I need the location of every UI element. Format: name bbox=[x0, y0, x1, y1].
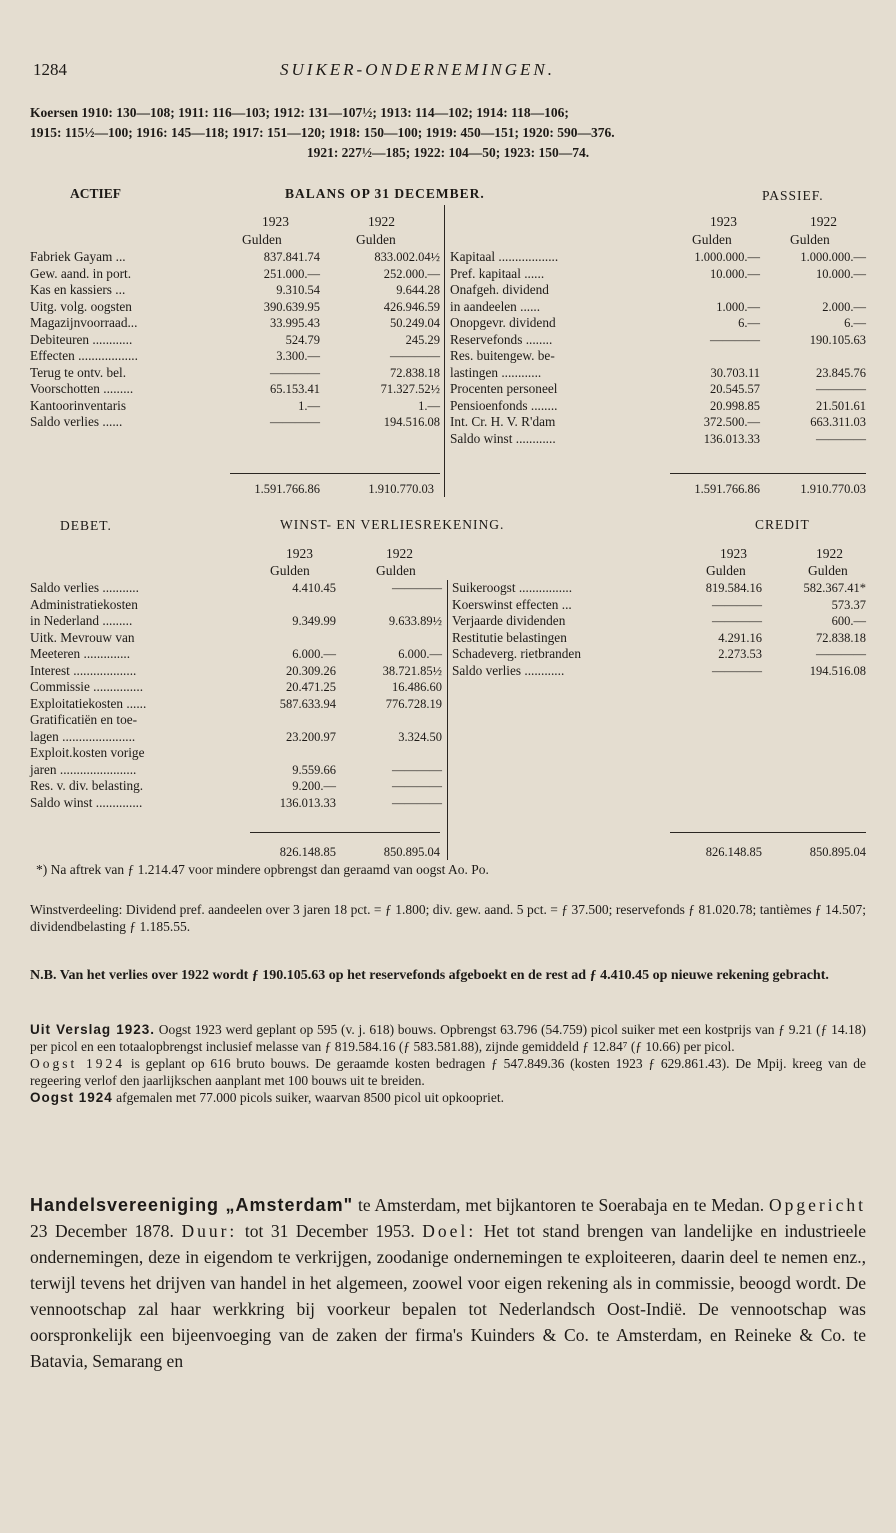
wv-unit-c1: Gulden bbox=[706, 563, 746, 578]
wv-year-c2: 1922 bbox=[816, 546, 843, 561]
activa-label: Saldo verlies ...... bbox=[30, 414, 123, 429]
credit-value-1922: 582.367.41* bbox=[803, 581, 866, 595]
duur-value: tot 31 December 1953. bbox=[244, 1221, 415, 1241]
credit-value-1923: ———— bbox=[712, 663, 762, 678]
credit-value-1923: ———— bbox=[712, 614, 762, 628]
debet-value-1922: ———— bbox=[392, 581, 442, 595]
activa-row bbox=[30, 365, 440, 382]
credit-row bbox=[452, 597, 866, 614]
activa-total-rule bbox=[230, 473, 440, 474]
debet-total-1923: 826.148.85 bbox=[279, 845, 336, 859]
passiva-total-rule bbox=[670, 473, 866, 474]
page bbox=[30, 0, 866, 1533]
activa-value-1922: 245.29 bbox=[405, 332, 440, 347]
activa-row bbox=[30, 381, 440, 398]
credit-value-1922: 72.838.18 bbox=[816, 630, 866, 645]
nb-note-text: N.B. Van het verlies over 1922 wordt ƒ 190.105.63 op het reservefonds afgeboekt en de rest ad ƒ 4.410.45 op nieuwe rekening gebracht. bbox=[30, 968, 829, 983]
activa-label: Voorschotten ......... bbox=[30, 381, 134, 396]
debet-value-1922: 9.633.89½ bbox=[388, 614, 442, 628]
debet-value-1922: ———— bbox=[392, 779, 442, 793]
activa-label: Uitg. volg. oogsten bbox=[30, 298, 132, 314]
passiva-value-1922: 6.— bbox=[844, 316, 866, 330]
debet-row bbox=[30, 745, 442, 762]
koersen-block bbox=[30, 103, 866, 163]
debet-row bbox=[30, 696, 442, 713]
debet-value-1923: 6.000.— bbox=[292, 647, 336, 661]
credit-row bbox=[452, 580, 866, 597]
actief-heading: ACTIEF bbox=[70, 186, 122, 201]
debet-value-1923: 9.349.99 bbox=[292, 614, 336, 628]
passiva-table bbox=[450, 249, 866, 447]
debet-label: Administratiekosten bbox=[30, 596, 138, 612]
debet-value-1923: 4.410.45 bbox=[292, 581, 336, 595]
credit-total-1923: 826.148.85 bbox=[705, 845, 762, 859]
activa-value-1923: ———— bbox=[270, 365, 320, 380]
wv-year-c1: 1923 bbox=[720, 546, 747, 561]
debet-label: Exploitatiekosten ...... bbox=[30, 695, 147, 711]
passiva-value-1923: 1.000.000.— bbox=[694, 250, 760, 264]
activa-total-1922: 1.910.770.03 bbox=[368, 482, 434, 496]
activa-label: Terug te ontv. bel. bbox=[30, 364, 127, 380]
debet-table bbox=[30, 580, 442, 811]
wv-unit-c2: Gulden bbox=[808, 563, 848, 578]
activa-value-1923: 390.639.95 bbox=[263, 299, 320, 314]
debet-value-1922: ———— bbox=[392, 795, 442, 810]
koersen-line-1: Koersen 1910: 130—108; 1911: 116—103; 1912: 131—107½; 1913: 114—102; 1914: 118—106; bbox=[30, 105, 569, 120]
credit-label: Saldo verlies ............ bbox=[452, 662, 565, 678]
debet-label: Gratificatiën en toe- bbox=[30, 712, 138, 727]
debet-value-1922: 16.486.60 bbox=[392, 680, 442, 694]
passiva-label: Saldo winst ............ bbox=[450, 430, 556, 446]
credit-label: Verjaarde dividenden bbox=[452, 613, 566, 628]
activa-row bbox=[30, 315, 440, 332]
activa-row bbox=[30, 414, 440, 431]
passiva-row bbox=[450, 332, 866, 349]
credit-value-1922: ———— bbox=[816, 647, 866, 661]
debet-row bbox=[30, 646, 442, 663]
doel-text: Het tot stand brengen van landelijke en industrieele ondernemingen, deze in eigendom te verkrijgen, zoodanige ondernemingen te exploiteeren, daarin deel te nemen enz., terwijl tevens het drijven van handel in het algemeen, zoowel voor eigen rekening als in commissie, beoogd wordt. De vennootschap zal haar werkkring bij voorkeur bepalen tot Nederlandsch Oost-Indië. De vennootschap was oorspronkelijk een bijeenvoeging van de zaken der firma's Kuinders & Co. te Amsterdam, en Reineke & Co. te Batavia, Semarang en bbox=[30, 1221, 867, 1371]
activa-value-1922: 50.249.04 bbox=[390, 316, 440, 330]
passiva-total-1922: 1.910.770.03 bbox=[800, 482, 866, 496]
debet-heading: DEBET. bbox=[60, 518, 112, 533]
passiva-value-1922: ———— bbox=[816, 431, 866, 446]
passiva-row bbox=[450, 266, 866, 283]
debet-row bbox=[30, 597, 442, 614]
company-entry bbox=[30, 1192, 866, 1374]
debet-value-1923 bbox=[248, 712, 336, 729]
nb-note bbox=[30, 967, 866, 984]
debet-row bbox=[30, 663, 442, 680]
passiva-value-1922: 2.000.— bbox=[822, 299, 866, 314]
activa-table bbox=[30, 249, 440, 431]
passiva-value-1922: ———— bbox=[816, 382, 866, 396]
page-number: 1284 bbox=[33, 60, 67, 79]
credit-value-1922: 573.37 bbox=[831, 597, 866, 612]
credit-label: Koerswinst effecten ... bbox=[452, 596, 572, 612]
passiva-label: Int. Cr. H. V. R'dam bbox=[450, 414, 556, 429]
wv-year-d2: 1922 bbox=[386, 546, 413, 561]
passiva-value-1922 bbox=[760, 348, 866, 365]
balans-year-p2: 1922 bbox=[810, 214, 837, 229]
activa-value-1922: 71.327.52½ bbox=[380, 382, 440, 396]
debet-value-1923: 20.309.26 bbox=[286, 663, 336, 678]
passiva-label: Kapitaal .................. bbox=[450, 249, 559, 264]
debet-total-1922: 850.895.04 bbox=[383, 845, 440, 859]
credit-table bbox=[452, 580, 866, 679]
opgericht-label: Opgericht bbox=[769, 1195, 867, 1215]
credit-total-rule bbox=[670, 832, 866, 833]
activa-row bbox=[30, 332, 440, 349]
debet-value-1922 bbox=[336, 630, 442, 647]
credit-value-1923: ———— bbox=[712, 597, 762, 612]
balans-year-a2: 1922 bbox=[368, 214, 395, 229]
debet-total-rule bbox=[250, 832, 440, 833]
passiva-value-1923: ———— bbox=[710, 332, 760, 347]
debet-label: Saldo verlies ........... bbox=[30, 580, 139, 595]
debet-row bbox=[30, 630, 442, 647]
activa-label: Fabriek Gayam ... bbox=[30, 249, 126, 264]
balans-unit-a1: Gulden bbox=[242, 232, 282, 247]
passiva-value-1923: 10.000.— bbox=[710, 266, 760, 281]
wv-divider bbox=[447, 580, 448, 860]
activa-row bbox=[30, 249, 440, 266]
debet-value-1922 bbox=[336, 745, 442, 762]
debet-row bbox=[30, 762, 442, 779]
debet-value-1922: 6.000.— bbox=[398, 647, 442, 661]
debet-label: Res. v. div. belasting. bbox=[30, 778, 144, 793]
activa-row bbox=[30, 398, 440, 415]
passiva-label: Onopgevr. dividend bbox=[450, 315, 556, 330]
debet-label: lagen ...................... bbox=[30, 728, 136, 744]
passiva-value-1922 bbox=[760, 282, 866, 299]
debet-label: Saldo winst .............. bbox=[30, 794, 143, 810]
activa-value-1923: 837.841.74 bbox=[263, 250, 320, 264]
credit-total-1922: 850.895.04 bbox=[809, 845, 866, 859]
doel-label: Doel: bbox=[422, 1221, 477, 1241]
activa-row bbox=[30, 348, 440, 365]
verslag-text: Oogst 1923 werd geplant op 595 (v. j. 618) bouws. Opbrengst 63.796 (54.759) picol suiker met een kostprijs van ƒ 9.21 (ƒ 14.18) per picol en een totaalopbrengst inclusief melasse van ƒ 819.584.16 (ƒ 583.581.88), zijnde gemiddeld ƒ 12.84⁷ (ƒ 10.66) per picol. bbox=[30, 1022, 866, 1054]
credit-row bbox=[452, 613, 866, 630]
activa-value-1923: 1.— bbox=[298, 398, 320, 413]
passiva-row bbox=[450, 431, 866, 448]
activa-value-1923: 9.310.54 bbox=[276, 283, 320, 297]
company-name: Handelsvereeniging „Amsterdam" bbox=[30, 1195, 354, 1215]
activa-total-1923: 1.591.766.86 bbox=[254, 482, 320, 496]
passiva-total-1923: 1.591.766.86 bbox=[694, 482, 760, 496]
passiva-value-1923: 20.545.57 bbox=[710, 382, 760, 396]
credit-row bbox=[452, 646, 866, 663]
activa-label: Kantoorinventaris bbox=[30, 397, 127, 413]
balans-unit-p2: Gulden bbox=[790, 232, 830, 247]
passiva-value-1922: 21.501.61 bbox=[816, 398, 866, 413]
koersen-line-2: 1915: 115½—100; 1916: 145—118; 1917: 151—120; 1918: 150—100; 1919: 450—151; 1920: 590—376. bbox=[30, 125, 615, 140]
debet-value-1923: 9.200.— bbox=[292, 779, 336, 793]
debet-value-1922: 38.721.85½ bbox=[382, 663, 442, 678]
passiva-row bbox=[450, 398, 866, 415]
verslag-label: Uit Verslag 1923. bbox=[30, 1022, 156, 1037]
credit-value-1923: 4.291.16 bbox=[718, 630, 762, 645]
passief-heading: PASSIEF. bbox=[762, 188, 824, 203]
passiva-label: Pensioenfonds ........ bbox=[450, 397, 558, 413]
debet-label: Uitk. Mevrouw van bbox=[30, 629, 135, 645]
passiva-label: Onafgeh. dividend bbox=[450, 282, 549, 297]
oogst1924-text: is geplant op 616 bruto bouws. De geraamde kosten bedragen ƒ 547.849.36 (kosten 1923 ƒ 629.861.43). De Mpij. kreeg van de regeering verlof den jaarlijkschen aanplant met 100 bouws uit te breiden. bbox=[30, 1056, 867, 1088]
passiva-value-1923: 30.703.11 bbox=[710, 365, 760, 380]
passiva-value-1923: 1.000.— bbox=[716, 299, 760, 314]
credit-label: Suikeroogst ................ bbox=[452, 580, 573, 595]
oogst1924-label: Oogst 1924 bbox=[30, 1056, 126, 1071]
activa-label: Gew. aand. in port. bbox=[30, 265, 132, 281]
debet-row bbox=[30, 778, 442, 795]
passiva-value-1923 bbox=[650, 282, 760, 299]
passiva-value-1923: 6.— bbox=[738, 316, 760, 330]
debet-value-1922 bbox=[336, 712, 442, 729]
debet-label: Exploit.kosten vorige bbox=[30, 745, 145, 760]
credit-label: Restitutie belastingen bbox=[452, 629, 567, 645]
activa-value-1922: 252.000.— bbox=[383, 266, 440, 281]
wv-unit-d1: Gulden bbox=[270, 563, 310, 578]
koersen-line-3: 1921: 227½—185; 1922: 104—50; 1923: 150—74. bbox=[306, 145, 590, 160]
debet-row bbox=[30, 729, 442, 746]
debet-value-1923: 20.471.25 bbox=[286, 680, 336, 694]
activa-row bbox=[30, 266, 440, 283]
credit-heading: CREDIT bbox=[755, 517, 810, 532]
debet-label: Interest ................... bbox=[30, 662, 137, 678]
debet-value-1923 bbox=[248, 597, 336, 614]
debet-value-1923: 9.559.66 bbox=[292, 762, 336, 777]
debet-row bbox=[30, 580, 442, 597]
activa-value-1922: 194.516.08 bbox=[383, 415, 440, 429]
verslag-block bbox=[30, 1021, 866, 1106]
passiva-value-1922: 23.845.76 bbox=[816, 365, 866, 380]
passiva-label: in aandeelen ...... bbox=[450, 298, 541, 314]
activa-row bbox=[30, 299, 440, 316]
debet-value-1923: 136.013.33 bbox=[279, 795, 336, 810]
passiva-row bbox=[450, 299, 866, 316]
credit-label: Schadeverg. rietbranden bbox=[452, 646, 581, 661]
duur-label: Duur: bbox=[181, 1221, 238, 1241]
passiva-value-1922: 663.311.03 bbox=[810, 415, 866, 429]
debet-value-1922: ———— bbox=[392, 762, 442, 777]
debet-label: jaren ....................... bbox=[30, 761, 137, 777]
activa-value-1922: 9.644.28 bbox=[396, 283, 440, 297]
passiva-row bbox=[450, 249, 866, 266]
running-title: SUIKER-ONDERNEMINGEN. bbox=[280, 60, 556, 79]
passiva-row bbox=[450, 381, 866, 398]
debet-value-1923 bbox=[248, 630, 336, 647]
credit-value-1923: 2.273.53 bbox=[718, 647, 762, 661]
wv-year-d1: 1923 bbox=[286, 546, 313, 561]
debet-row bbox=[30, 795, 442, 812]
debet-value-1922: 3.324.50 bbox=[398, 729, 442, 744]
passiva-value-1922: 190.105.63 bbox=[809, 332, 866, 347]
activa-value-1922: 833.002.04½ bbox=[374, 250, 440, 264]
passiva-value-1923 bbox=[650, 348, 760, 365]
debet-label: Meeteren .............. bbox=[30, 646, 131, 661]
activa-label: Debiteuren ............ bbox=[30, 331, 133, 347]
debet-value-1923 bbox=[248, 745, 336, 762]
footnote-star bbox=[30, 861, 866, 878]
activa-row bbox=[30, 282, 440, 299]
activa-value-1922: 1.— bbox=[418, 398, 440, 413]
balans-year-a1: 1923 bbox=[262, 214, 289, 229]
passiva-label: Pref. kapitaal ...... bbox=[450, 265, 545, 281]
debet-row bbox=[30, 679, 442, 696]
passiva-row bbox=[450, 315, 866, 332]
passiva-value-1923: 136.013.33 bbox=[703, 431, 760, 446]
credit-value-1922: 194.516.08 bbox=[809, 663, 866, 678]
passiva-row bbox=[450, 282, 866, 299]
company-location: te Amsterdam, met bijkantoren te Soerabaja en te Medan. bbox=[357, 1195, 765, 1215]
oogst1924b-text: afgemalen met 77.000 picols suiker, waarvan 8500 picol uit opkoopriet. bbox=[116, 1090, 505, 1105]
passiva-row bbox=[450, 414, 866, 431]
passiva-label: Reservefonds ........ bbox=[450, 331, 553, 347]
passiva-value-1922: 10.000.— bbox=[816, 266, 866, 281]
debet-label: Commissie ............... bbox=[30, 679, 144, 694]
activa-label: Kas en kassiers ... bbox=[30, 282, 126, 297]
balans-title: BALANS OP 31 DECEMBER. bbox=[285, 186, 485, 201]
oogst1924b-label: Oogst 1924 bbox=[30, 1090, 113, 1105]
debet-row bbox=[30, 613, 442, 630]
opgericht-value: 23 December 1878. bbox=[30, 1221, 174, 1241]
debet-value-1923: 23.200.97 bbox=[286, 729, 336, 744]
balans-year-p1: 1923 bbox=[710, 214, 737, 229]
activa-value-1922: 72.838.18 bbox=[390, 365, 440, 380]
activa-value-1923: 65.153.41 bbox=[270, 382, 320, 396]
activa-value-1923: 524.79 bbox=[285, 332, 320, 347]
winstverdeeling bbox=[30, 901, 866, 935]
passiva-value-1923: 372.500.— bbox=[703, 415, 760, 429]
passiva-label: Procenten personeel bbox=[450, 381, 558, 396]
credit-row bbox=[452, 663, 866, 680]
balans-unit-p1: Gulden bbox=[692, 232, 732, 247]
debet-value-1923: 587.633.94 bbox=[279, 696, 336, 711]
debet-label: in Nederland ......... bbox=[30, 613, 133, 628]
activa-label: Magazijnvoorraad... bbox=[30, 315, 138, 330]
debet-value-1922 bbox=[336, 597, 442, 614]
passiva-label: Res. buitengew. be- bbox=[450, 348, 555, 363]
footnote-star-text: *) Na aftrek van ƒ 1.214.47 voor mindere opbrengst dan geraamd van oogst Ao. Po. bbox=[36, 862, 489, 877]
activa-value-1922: ———— bbox=[390, 349, 440, 363]
winstverdeeling-text: Winstverdeeling: Dividend pref. aandeelen over 3 jaren 18 pct. = ƒ 1.800; div. gew. aand. 5 pct. = ƒ 37.500; reservefonds ƒ 81.020.78; tantièmes ƒ 14.507; dividendbelasting ƒ 1.185.55. bbox=[30, 902, 866, 934]
passiva-label: lastingen ............ bbox=[450, 364, 542, 380]
passiva-value-1922: 1.000.000.— bbox=[800, 250, 866, 264]
passiva-value-1923: 20.998.85 bbox=[710, 398, 760, 413]
debet-value-1922: 776.728.19 bbox=[385, 696, 442, 711]
wv-title: WINST- EN VERLIESREKENING. bbox=[280, 517, 505, 532]
activa-value-1923: ———— bbox=[270, 415, 320, 429]
activa-value-1923: 3.300.— bbox=[276, 349, 320, 363]
activa-value-1923: 33.995.43 bbox=[270, 316, 320, 330]
passiva-row bbox=[450, 348, 866, 365]
passiva-row bbox=[450, 365, 866, 382]
activa-value-1922: 426.946.59 bbox=[383, 299, 440, 314]
activa-label: Effecten .................. bbox=[30, 348, 138, 363]
credit-value-1922: 600.— bbox=[831, 614, 866, 628]
credit-row bbox=[452, 630, 866, 647]
activa-value-1923: 251.000.— bbox=[263, 266, 320, 281]
credit-value-1923: 819.584.16 bbox=[705, 581, 762, 595]
balans-divider bbox=[444, 205, 445, 497]
wv-unit-d2: Gulden bbox=[376, 563, 416, 578]
debet-row bbox=[30, 712, 442, 729]
balans-unit-a2: Gulden bbox=[356, 232, 396, 247]
